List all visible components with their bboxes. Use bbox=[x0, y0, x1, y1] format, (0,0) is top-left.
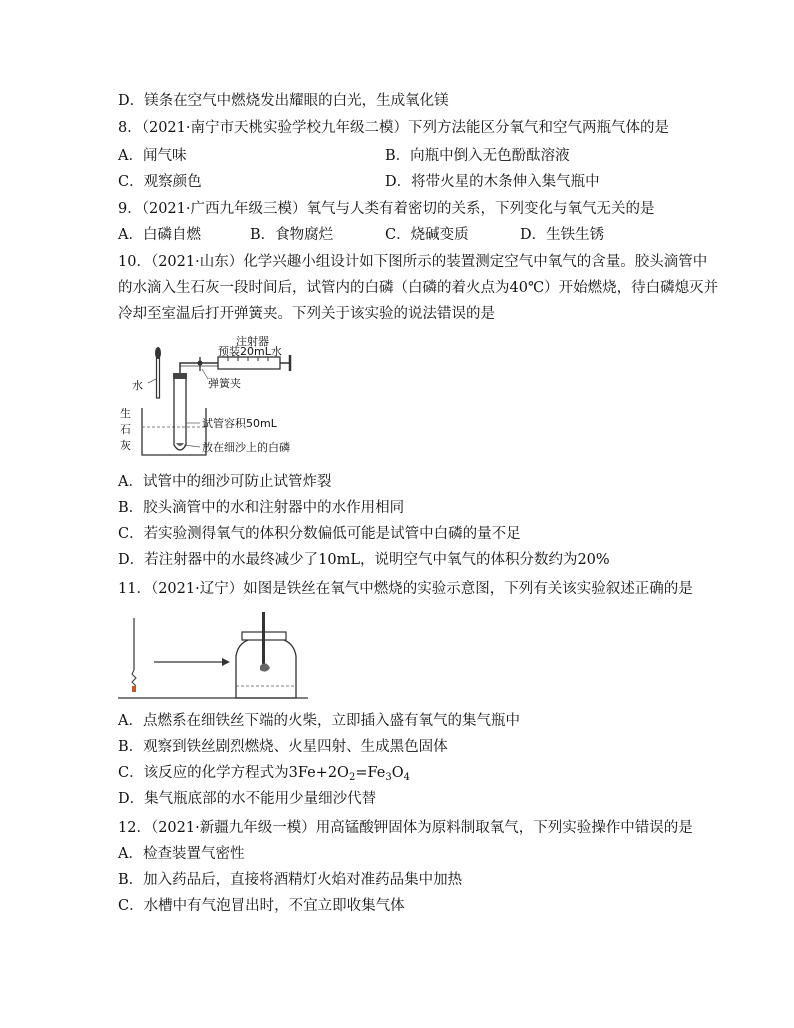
spring-clamp-icon bbox=[198, 357, 203, 371]
q11-option-a: A．点燃系在细铁丝下端的火柴，立即插入盛有氧气的集气瓶中 bbox=[118, 713, 520, 729]
q10-option-d: D．若注射器中的水最终减少了10mL，说明空气中氧气的体积分数约为20% bbox=[118, 552, 610, 568]
q10-stem-line1: 10．（2021·山东）化学兴趣小组设计如下图所示的装置测定空气中氧气的含量。胶头滴管中 bbox=[118, 254, 708, 270]
q8-stem: 8．（2021·南宁市天桃实验学校九年级二模）下列方法能区分氧气和空气两瓶气体的是 bbox=[118, 120, 669, 136]
q10-option-b: B．胶头滴管中的水和注射器中的水作用相同 bbox=[118, 500, 405, 516]
label-white-phosphorus: 放在细沙上的白磷 bbox=[202, 441, 290, 454]
label-clamp: 弹簧夹 bbox=[208, 377, 241, 390]
q8-option-a: A．闻气味 bbox=[118, 148, 187, 164]
q9-stem: 9．（2021·广西九年级三模）氧气与人类有着密切的关系，下列变化与氧气无关的是 bbox=[118, 201, 655, 217]
test-tube-icon bbox=[173, 373, 187, 450]
label-prefill: 预装20mL水 bbox=[218, 345, 282, 358]
q11-option-c: C．该反应的化学方程式为$3Fe+2O_2=Fe_3O_4$ bbox=[118, 765, 410, 783]
q11-iron-wire-figure bbox=[118, 608, 308, 700]
q8-option-b: B．向瓶中倒入无色酚酞溶液 bbox=[385, 148, 570, 164]
q12-option-a: A．检查装置气密性 bbox=[118, 846, 245, 862]
label-lime-2: 石 bbox=[120, 423, 131, 436]
q10-option-c: C．若实验测得氧气的体积分数偏低可能是试管中白磷的量不足 bbox=[118, 526, 521, 542]
gas-jar-icon bbox=[236, 612, 296, 698]
q10-stem-line3: 冷却至室温后打开弹簧夹。下列关于该实验的说法错误的是 bbox=[118, 306, 495, 322]
q10-stem-line2: 的水滴入生石灰一段时间后，试管内的白磷（白磷的着火点为40℃）开始燃烧，待白磷熄灭并 bbox=[118, 280, 719, 296]
label-syringe: 注射器 bbox=[236, 335, 269, 348]
q12-option-c: C．水槽中有气泡冒出时，不宜立即收集气体 bbox=[118, 898, 405, 914]
arrow-icon bbox=[154, 658, 230, 666]
q11-stem: 11．（2021·辽宁）如图是铁丝在氧气中燃烧的实验示意图，下列有关该实验叙述正确的是 bbox=[118, 581, 693, 597]
dropper-icon bbox=[155, 347, 161, 398]
label-water: 水 bbox=[132, 379, 143, 392]
label-lime-3: 灰 bbox=[120, 439, 131, 452]
label-tube-volume: 试管容积50mL bbox=[202, 417, 277, 430]
label-lime-1: 生 bbox=[120, 407, 131, 420]
q11-option-b: B．观察到铁丝剧烈燃烧、火星四射、生成黑色固体 bbox=[118, 739, 448, 755]
q8-option-c: C．观察颜色 bbox=[118, 174, 202, 190]
q7-option-d: D．镁条在空气中燃烧发出耀眼的白光，生成氧化镁 bbox=[118, 93, 449, 109]
q12-option-b: B．加入药品后，直接将酒精灯火焰对准药品集中加热 bbox=[118, 872, 463, 888]
q12-stem: 12．（2021·新疆九年级一模）用高锰酸钾固体为原料制取氧气，下列实验操作中错误的是 bbox=[118, 820, 693, 836]
q10-option-a: A．试管中的细沙可防止试管炸裂 bbox=[118, 474, 332, 490]
q9-option-a: A．白磷自燃 bbox=[118, 227, 201, 243]
q9-option-d: D．生铁生锈 bbox=[520, 227, 605, 243]
q11-option-d: D．集气瓶底部的水不能用少量细沙代替 bbox=[118, 791, 377, 807]
q9-option-c: C．烧碱变质 bbox=[385, 227, 469, 243]
q8-option-d: D．将带火星的木条伸入集气瓶中 bbox=[385, 174, 600, 190]
q9-option-b: B．食物腐烂 bbox=[250, 227, 334, 243]
q10-apparatus-figure bbox=[118, 333, 308, 465]
iron-wire-icon bbox=[132, 618, 136, 692]
